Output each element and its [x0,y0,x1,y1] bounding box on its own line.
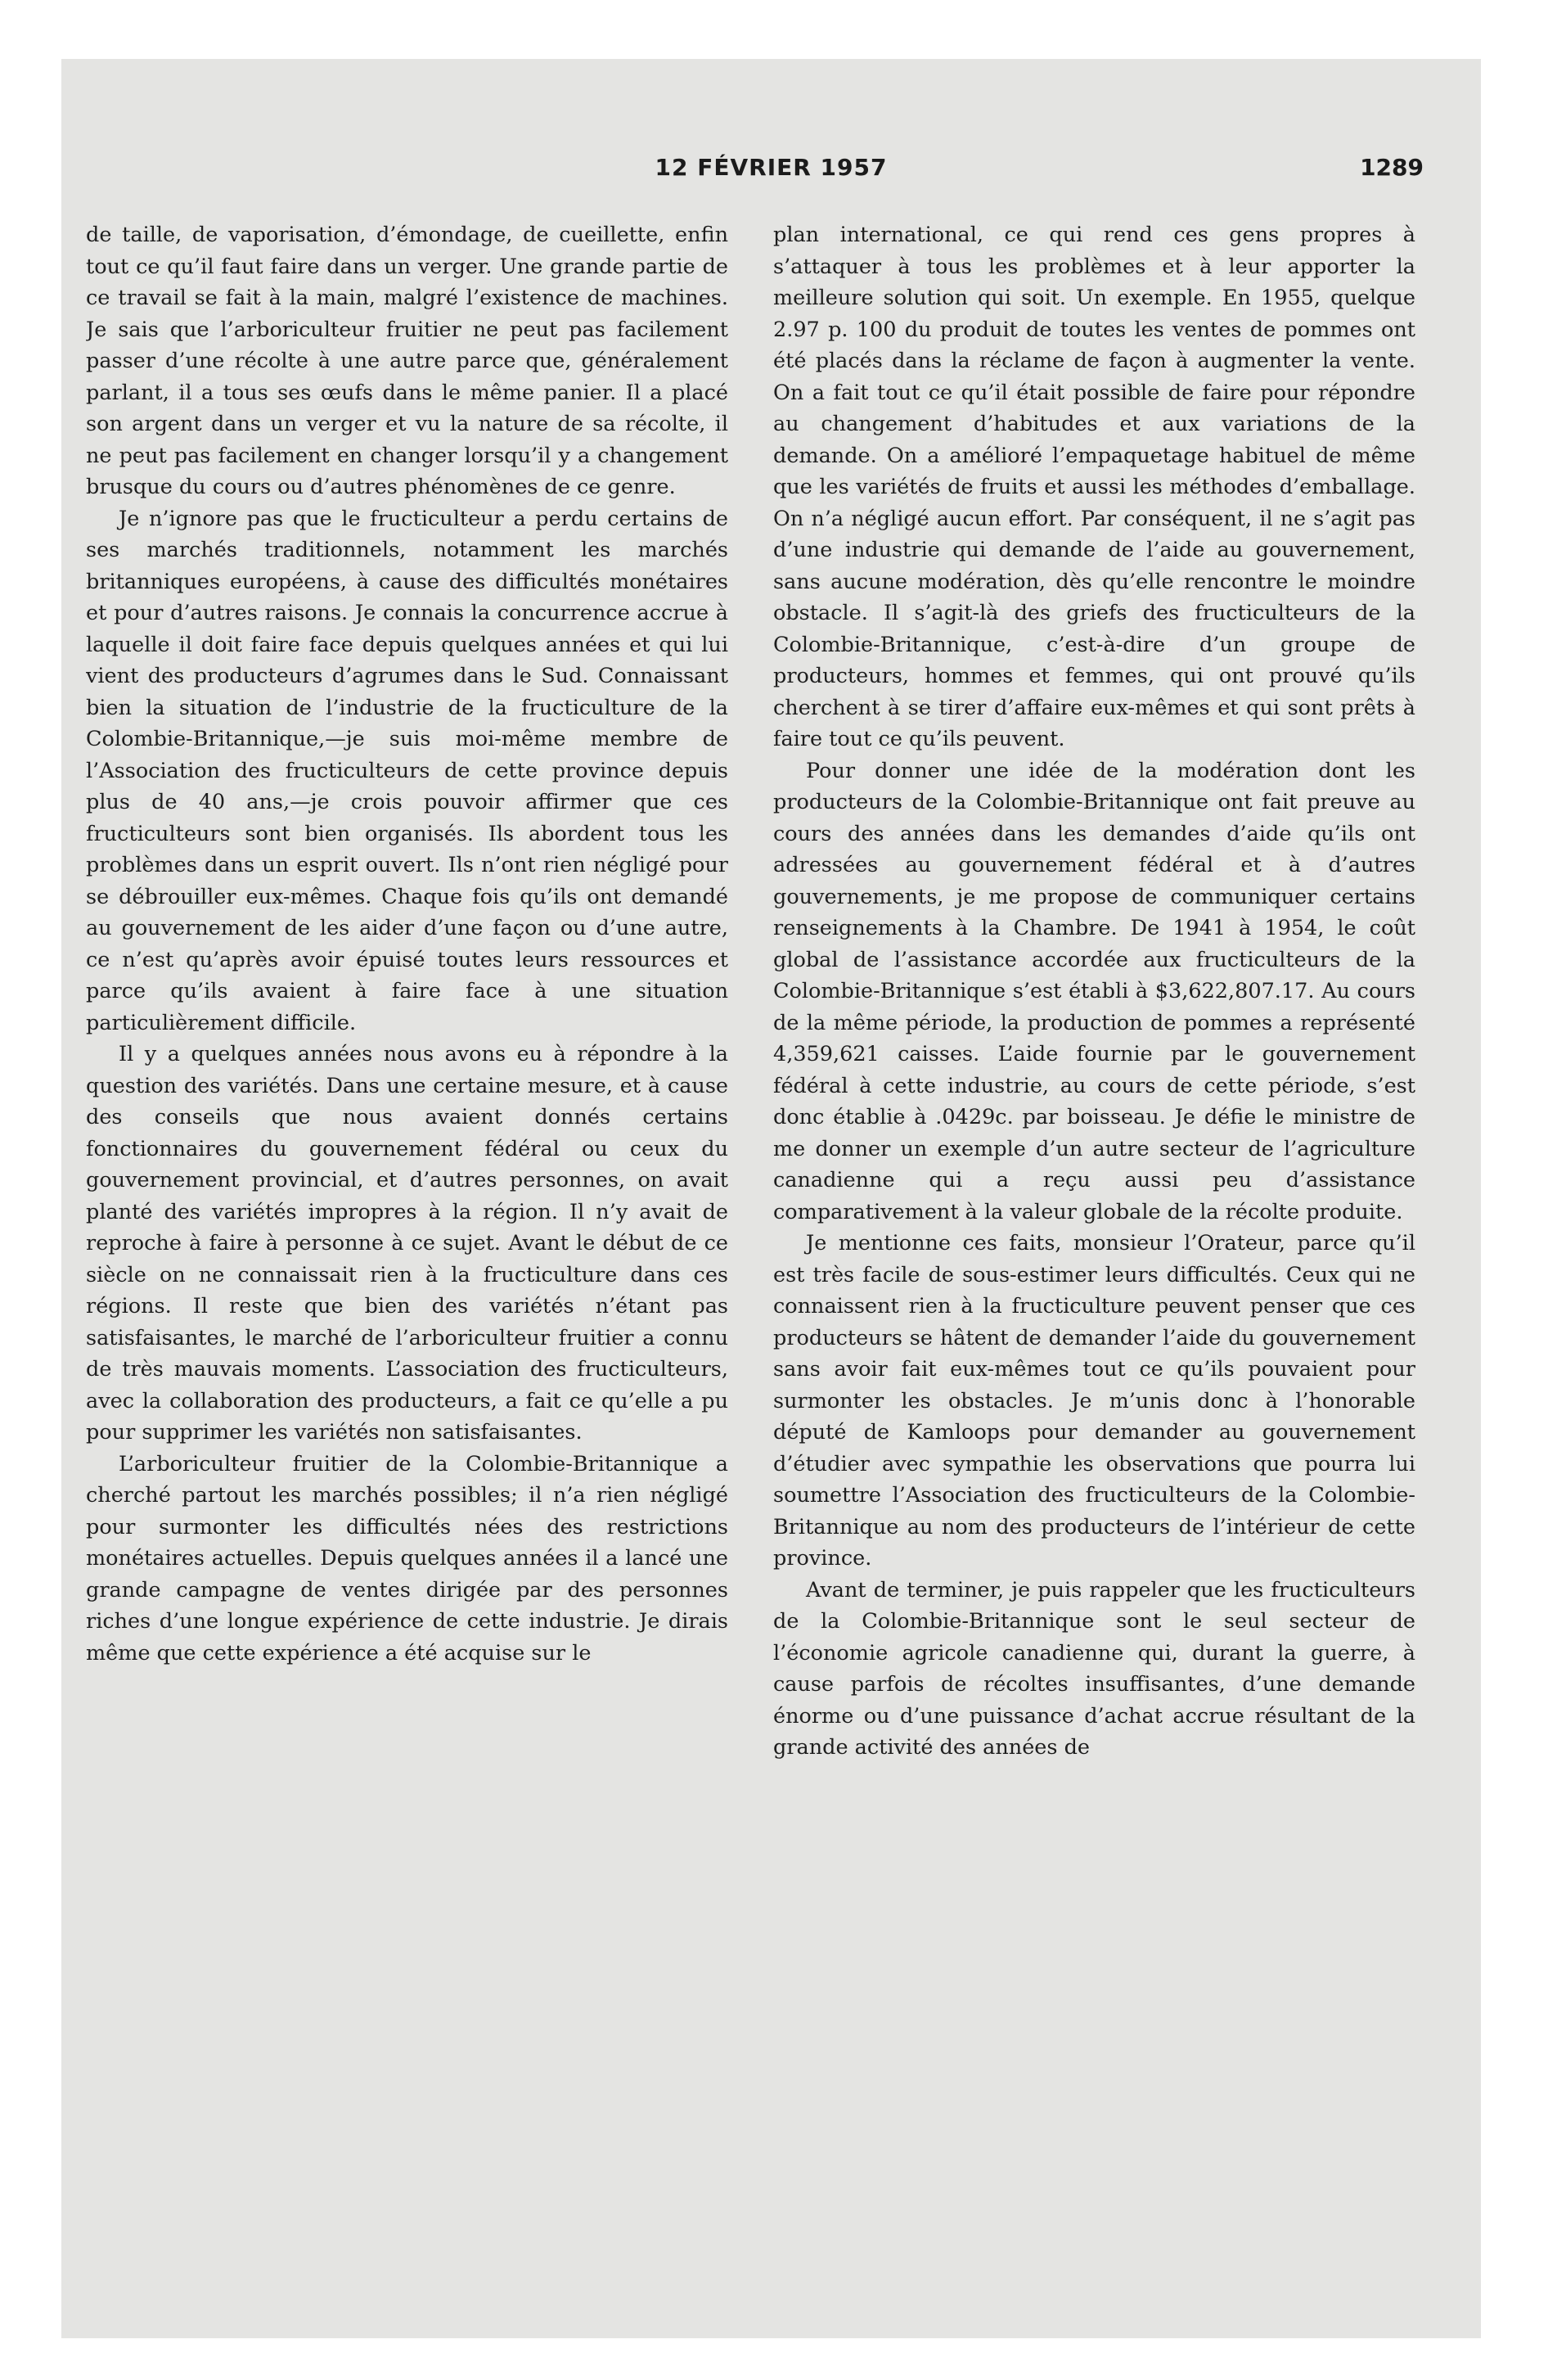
paragraph: Pour donner une idée de la modération dont les producteurs de la Colombie-Britannique ont fait preuve au cours des années dans les demandes d’aide qu’ils ont adressées au gouvernement fédéral et à d’autres gouvernements, je me propose de communiquer certains renseignements à la Chambre. De 1941 à 1954, le coût global de l’assistance accordée aux fructiculteurs de la Colombie-Britannique s’est établi à $3,622,807.17. Au cours de la même période, la production de pommes a représenté 4,359,621 caisses. L’aide fournie par le gouvernement fédéral à cette industrie, au cours de cette période, s’est donc établie à .0429c. par boisseau. Je défie le ministre de me donner un exemple d’un autre secteur de l’agriculture canadienne qui a reçu aussi peu d’assistance comparativement à la valeur globale de la récolte produite. [773,758,1415,1224]
paragraph: Je mentionne ces faits, monsieur l’Orateur, parce qu’il est très facile de sous-estimer leurs difficultés. Ceux qui ne connaissent rien à la fructiculture peuvent penser que ces producteurs se hâtent de demander l’aide du gouvernement sans avoir fait eux-mêmes tout ce qu’ils pouvaient pour surmonter les obstacles. Je m’unis donc à l’honorable député de Kamloops pour demander au gouvernement d’étudier avec sympathie les observations que pourra lui soumettre l’Association des fructiculteurs de la Colombie-Britannique au nom des producteurs de l’intérieur de cette province. [773,1231,1415,1571]
paragraph: L’arboriculteur fruitier de la Colombie-Britannique a cherché partout les marchés possibles; il n’a rien négligé pour surmonter les difficultés nées des restrictions monétaires actuelles. Depuis quelques années il a lancé une grande campagne de ventes dirigée par des personnes riches d’une longue expérience de cette industrie. Je dirais même que cette expérience a été acquise sur le [86,1451,728,1666]
right-column [773,219,1415,2298]
header-date: 12 FÉVRIER 1957 [655,154,888,181]
page-number: 1289 [1360,154,1424,181]
paragraph: Avant de terminer, je puis rappeler que les fructiculteurs de la Colombie-Britannique sont le seul secteur de l’économie agricole canadienne qui, durant la guerre, à cause parfois de récoltes insuffisantes, d’une demande énorme ou d’une puissance d’achat accrue résultant de la grande activité des années de [773,1577,1415,1760]
paragraph: Il y a quelques années nous avons eu à répondre à la question des variétés. Dans une certaine mesure, et à cause des conseils que nous avaient donnés certains fonctionnaires du gouvernement fédéral ou ceux du gouvernement provincial, et d’autres personnes, on avait planté des variétés impropres à la région. Il n’y avait de reproche à faire à personne à ce sujet. Avant le début de ce siècle on ne connaissait rien à la fructiculture dans ces régions. Il reste que bien des variétés n’étant pas satisfaisantes, le marché de l’arboriculteur fruitier a connu de très mauvais moments. L’association des fructiculteurs, avec la collaboration des producteurs, a fait ce qu’elle a pu pour supprimer les variétés non satisfaisantes. [86,1042,728,1445]
page-header [61,154,1481,187]
paragraph: de taille, de vaporisation, d’émondage, de cueillette, enfin tout ce qu’il faut faire dans un verger. Une grande partie de ce travail se fait à la main, malgré l’existence de machines. Je sais que l’arboriculteur fruitier ne peut pas facilement passer d’une récolte à une autre parce que, généralement parlant, il a tous ses œufs dans le même panier. Il a placé son argent dans un verger et vu la nature de sa récolte, il ne peut pas facilement en changer lorsqu’il y a changement brusque du cours ou d’autres phénomènes de ce genre. [86,223,728,499]
paragraph: Je n’ignore pas que le fructiculteur a perdu certains de ses marchés traditionnels, notamment les marchés britanniques européens, à cause des difficultés monétaires et pour d’autres raisons. Je connais la concurrence accrue à laquelle il doit faire face depuis quelques années et qui lui vient des producteurs d’agrumes dans le Sud. Connaissant bien la situation de l’industrie de la fructiculture de la Colombie-Britannique,—je suis moi-même membre de l’Association des fructiculteurs de cette province depuis plus de 40 ans,—je crois pouvoir affirmer que ces fructiculteurs sont bien organisés. Ils abordent tous les problèmes dans un esprit ouvert. Ils n’ont rien négligé pour se débrouiller eux-mêmes. Chaque fois qu’ils ont demandé au gouvernement de les aider d’une façon ou d’une autre, ce n’est qu’après avoir épuisé toutes leurs ressources et parce qu’ils avaient à faire face à une situation particulièrement difficile. [86,506,728,1035]
paragraph: plan international, ce qui rend ces gens propres à s’attaquer à tous les problèmes et à leur apporter la meilleure solution qui soit. Un exemple. En 1955, quelque 2.97 p. 100 du produit de toutes les ventes de pommes ont été placés dans la réclame de façon à augmenter la vente. On a fait tout ce qu’il était possible de faire pour répondre au changement d’habitudes et aux variations de la demande. On a amélioré l’empaquetage habituel de même que les variétés de fruits et aussi les méthodes d’emballage. On n’a négligé aucun effort. Par conséquent, il ne s’agit pas d’une industrie qui demande de l’aide au gouvernement, sans aucune modération, dès qu’elle rencontre le moindre obstacle. Il s’agit-là des griefs des fructiculteurs de la Colombie-Britannique, c’est-à-dire d’un groupe de producteurs, hommes et femmes, qui ont prouvé qu’ils cherchent à se tirer d’affaire eux-mêmes et qui sont prêts à faire tout ce qu’ils peuvent. [773,223,1415,751]
left-column [86,219,728,2298]
